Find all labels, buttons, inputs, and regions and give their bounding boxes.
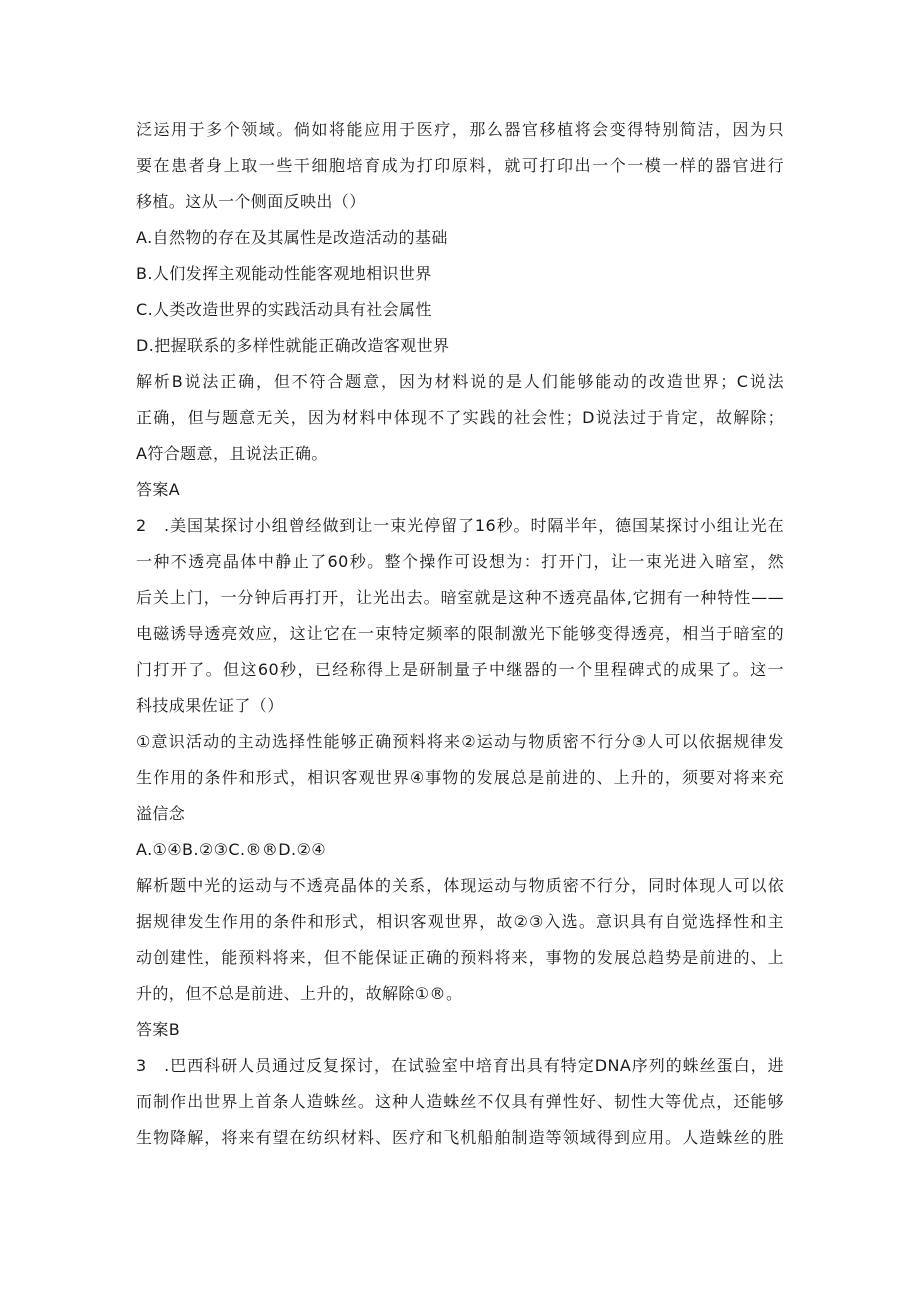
analysis-2-line-1: 解析题中光的运动与不透亮晶体的关系，体现运动与物质密不行分，同时体现人可以依 <box>136 876 784 895</box>
text-line-3: 移植。这从一个侧面反映出（） <box>136 192 366 211</box>
option-a: A.自然物的存在及其属性是改造活动的基础 <box>136 228 448 247</box>
text-line-1: 泛运用于多个领域。倘如将能应用于医疗，那么器官移植将会变得特别简洁，因为只 <box>136 120 784 139</box>
question-3-line-2: 而制作出世界上首条人造蛛丝。这种人造蛛丝不仅具有弹性好、韧性大等优点，还能够 <box>136 1092 784 1111</box>
question-3-line-3: 生物降解，将来有望在纺织材料、医疗和飞机船舶制造等领域得到应用。人造蛛丝的胜 <box>136 1128 784 1147</box>
statements-line-2: 生作用的条件和形式，相识客观世界④事物的发展总是前进的、上升的，须要对将来充 <box>136 768 784 787</box>
text-line-2: 要在患者身上取一些干细胞培育成为打印原料，就可打印出一个一模一样的器官进行 <box>136 156 784 175</box>
question-2-line-5: 门打开了。但这60秒，已经称得上是研制量子中继器的一个里程碑式的成果了。这一 <box>136 660 784 679</box>
options-2: A.①④B.②③C.®®D.②④ <box>136 840 326 859</box>
option-c: C.人类改造世界的实践活动具有社会属性 <box>136 300 432 319</box>
analysis-line-1: 解析B说法正确，但不符合题意，因为材料说的是人们能够能动的改造世界；C说法 <box>136 372 784 391</box>
option-d: D.把握联系的多样性就能正确改造客观世界 <box>136 336 450 355</box>
statements-line-1: ①意识活动的主动选择性能够正确预料将来②运动与物质密不行分③人可以依据规律发 <box>136 732 784 751</box>
statements-line-3: 溢信念 <box>136 804 186 823</box>
analysis-2-line-3: 动创建性，能预料将来，但不能保证正确的预料将来，事物的发展总趋势是前进的、上 <box>136 948 784 967</box>
answer-1: 答案A <box>136 480 181 499</box>
question-2-line-2: 一种不透亮晶体中静止了60秒。整个操作可设想为：打开门，让一束光进入暗室，然 <box>136 552 784 571</box>
question-3-line-1: 3 .巴西科研人员通过反复探讨，在试验室中培育出具有特定DNA序列的蛛丝蛋白，进 <box>136 1056 784 1075</box>
analysis-2-line-2: 据规律发生作用的条件和形式，相识客观世界，故②③入选。意识具有自觉选择性和主 <box>136 912 784 931</box>
question-2-line-6: 科技成果佐证了（） <box>136 696 284 715</box>
question-2-line-4: 电磁诱导透亮效应，这让它在一束特定频率的限制激光下能够变得透亮，相当于暗室的 <box>136 624 784 643</box>
answer-2: 答案B <box>136 1020 181 1039</box>
analysis-line-2: 正确，但与题意无关，因为材料中体现不了实践的社会性；D说法过于肯定，故解除； <box>136 408 784 427</box>
question-2-line-1: 2 .美国某探讨小组曾经做到让一束光停留了16秒。时隔半年，德国某探讨小组让光在 <box>136 516 784 535</box>
document-body <box>136 112 784 1156</box>
question-2-line-3: 后关上门，一分钟后再打开，让光出去。暗室就是这种不透亮晶体,它拥有一种特性—— <box>136 588 784 607</box>
analysis-2-line-4: 升的，但不总是前进、上升的，故解除①®。 <box>136 984 463 1003</box>
analysis-line-3: A符合题意，且说法正确。 <box>136 444 328 463</box>
option-b: B.人们发挥主观能动性能客观地相识世界 <box>136 264 432 283</box>
